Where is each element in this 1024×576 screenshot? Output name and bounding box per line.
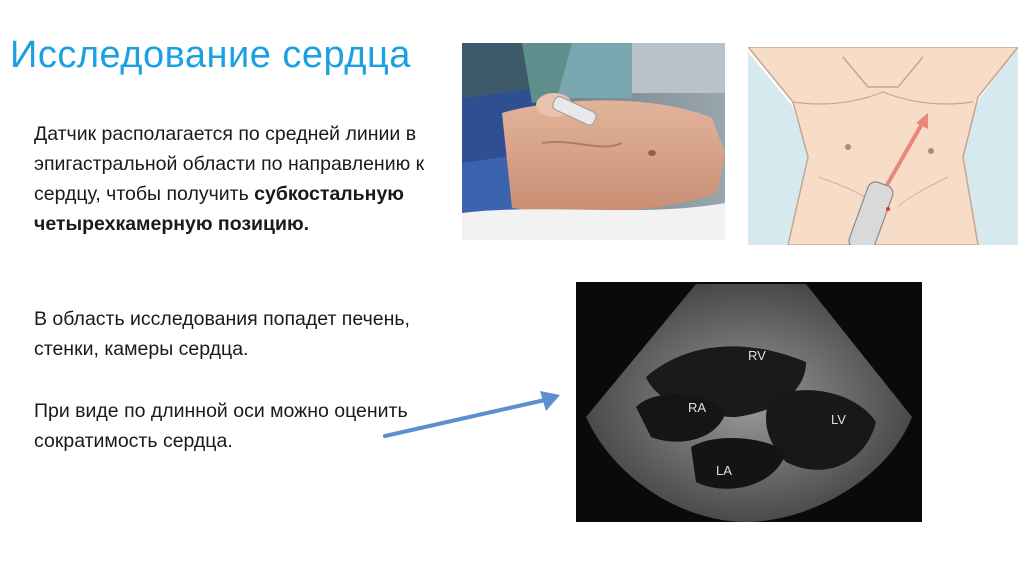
paragraph-scan-area: В область исследования попадет печень, стенки, камеры сердца. (34, 308, 410, 360)
paragraph-long-axis: При виде по длинной оси можно оценить сократимость сердца. (34, 400, 408, 452)
chest-probe-illustration (748, 47, 1018, 245)
echo-label-rv: RV (748, 348, 766, 363)
paragraph-probe-text: Датчик располагается по средней линии в эпигастральной области по направлению к сердцу, чтобы получить (34, 123, 425, 205)
paragraph-probe-position (34, 119, 434, 239)
echo-label-lv: LV (831, 412, 846, 427)
slide-title: Исследование сердца (10, 34, 411, 76)
echocardiogram-image (576, 282, 922, 522)
pointer-arrow-icon (380, 385, 565, 445)
patient-ultrasound-photo (462, 43, 725, 240)
paragraph-probe-bold: субкостальную четырехкамерную позицию. (34, 183, 404, 235)
echo-label-la: LA (716, 463, 732, 478)
echo-label-ra: RA (688, 400, 707, 415)
